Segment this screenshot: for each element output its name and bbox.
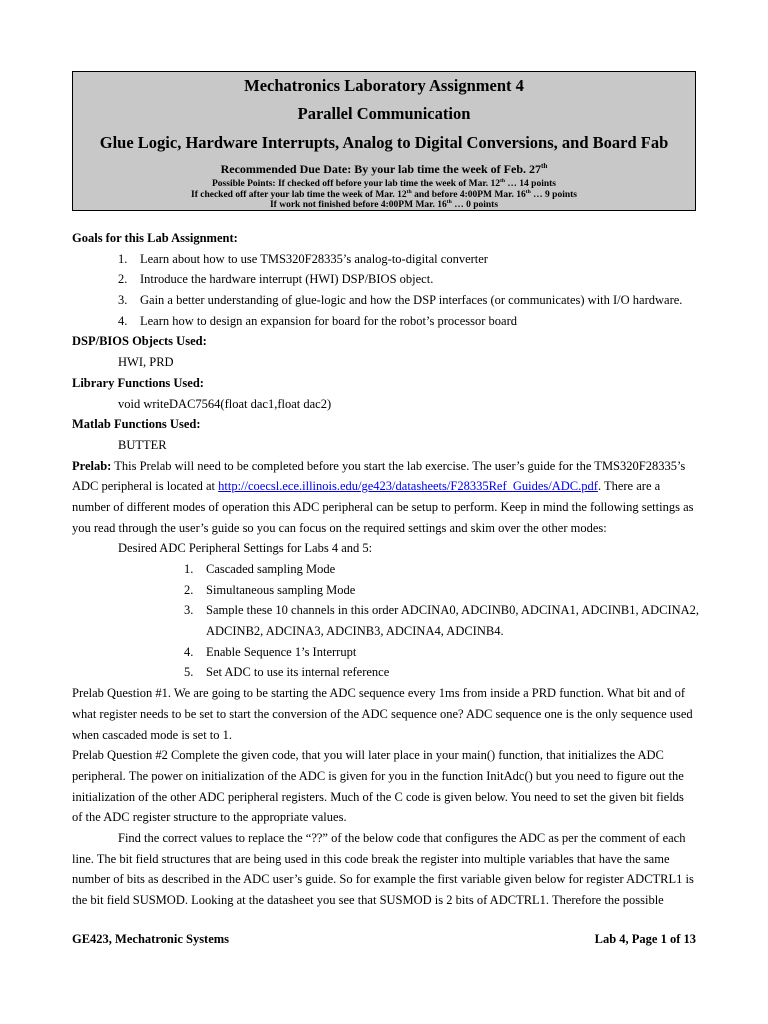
points-line-3: If work not finished before 4:00PM Mar. 16th … 0 points	[269, 198, 499, 210]
prelab-paragraph: ADC peripheral is located at http://coecsl.ece.illinois.edu/ge423/datasheets/F28335Ref_Guides/ADC.pdf. There are a	[72, 479, 661, 494]
setting-item: 4. Enable Sequence 1’s Interrupt	[184, 644, 357, 659]
find-paragraph: number of bits as described in the ADC user’s guide. So for example the first variable given below for register ADCTRL1 is	[72, 872, 694, 887]
header-box	[72, 71, 696, 211]
question-1: what register needs to be set to start the conversion of the ADC sequence one? ADC sequence one is the only sequence used	[72, 706, 693, 721]
matlab-value: BUTTER	[118, 437, 167, 452]
find-paragraph: the bit field SUSMOD. Looking at the datasheet you see that SUSMOD is 2 bits of ADCTRL1. Therefore the possible	[72, 893, 664, 907]
dspbios-heading: DSP/BIOS Objects Used:	[72, 334, 207, 349]
settings-heading: Desired ADC Peripheral Settings for Labs 4 and 5:	[118, 541, 373, 556]
question-2: of the ADC register structure to the appropriate values.	[72, 810, 347, 825]
due-date: Recommended Due Date: By your lab time the week of Feb. 27th	[220, 162, 548, 176]
question-1: Prelab Question #1. We are going to be starting the ADC sequence every 1ms from inside a PRD function. What bit and of	[72, 686, 685, 701]
setting-item: 5. Set ADC to use its internal reference	[184, 665, 390, 680]
document-subtitle: Parallel Communication	[297, 104, 471, 123]
prelab-paragraph: you read through the user’s guide so you can focus on the required settings and skim over the other modes:	[72, 520, 607, 535]
prelab-paragraph: number of different modes of operation this ADC peripheral can be setup to perform. Keep in mind the following settings as	[72, 499, 694, 514]
question-2: Prelab Question #2 Complete the given code, that you will later place in your main() function, that initializes the ADC	[72, 748, 664, 763]
setting-item: 2. Simultaneous sampling Mode	[184, 582, 356, 597]
prelab-paragraph: Prelab: This Prelab will need to be completed before you start the lab exercise. The user’s guide for the TMS320F28335’s	[72, 458, 686, 473]
find-paragraph: Find the correct values to replace the “??” of the below code that configures the ADC as per the comment of each	[118, 830, 686, 845]
goal-item: 1. Learn about how to use TMS320F28335’s analog-to-digital converter	[118, 251, 488, 266]
find-paragraph: line. The bit field structures that are being used in this code break the register into multiple variables that have the same	[72, 851, 670, 866]
points-line-2: If checked off after your lab time the week of Mar. 12th and before 4:00PM Mar. 16th … 9 points	[191, 188, 577, 200]
setting-item: 1. Cascaded sampling Mode	[184, 562, 336, 576]
library-value: void writeDAC7564(float dac1,float dac2)	[118, 396, 332, 411]
library-heading: Library Functions Used:	[72, 375, 204, 390]
setting-item: 3. Sample these 10 channels in this order ADCINA0, ADCINB0, ADCINA1, ADCINB1, ADCINA2,	[184, 603, 700, 618]
matlab-heading: Matlab Functions Used:	[72, 417, 201, 432]
document-body	[72, 228, 700, 911]
question-1: when cascaded mode is set to 1.	[72, 727, 233, 742]
dspbios-value: HWI, PRD	[118, 355, 174, 370]
adc-guide-link[interactable]: http://coecsl.ece.illinois.edu/ge423/datasheets/F28335Ref_Guides/ADC.pdf	[218, 479, 598, 494]
question-2: peripheral. The power on initialization of the ADC is given for you in the function InitAdc() but you need to figure out the	[72, 768, 684, 783]
footer-course: GE423, Mechatronic Systems	[72, 932, 230, 946]
points-line-1: Possible Points: If checked off before your lab time the week of Mar. 12th … 14 points	[212, 177, 556, 189]
question-2: initialization of the other ADC peripheral registers. Much of the C code is given below. You need to set the given bit fields	[72, 789, 684, 804]
footer-page: Lab 4, Page 1 of 13	[594, 932, 696, 946]
goal-item: 3. Gain a better understanding of glue-logic and how the DSP interfaces (or communicates) with I/O hardware.	[118, 293, 683, 308]
setting-item: ADCINB2, ADCINA3, ADCINB3, ADCINA4, ADCINB4.	[206, 624, 504, 639]
document-title: Mechatronics Laboratory Assignment 4	[244, 76, 524, 95]
goal-item: 2. Introduce the hardware interrupt (HWI) DSP/BIOS object.	[118, 272, 434, 287]
goals-heading: Goals for this Lab Assignment:	[72, 231, 238, 245]
goal-item: 4. Learn how to design an expansion for board for the robot’s processor board	[118, 313, 517, 328]
document-topics: Glue Logic, Hardware Interrupts, Analog to Digital Conversions, and Board Fab	[99, 133, 669, 152]
